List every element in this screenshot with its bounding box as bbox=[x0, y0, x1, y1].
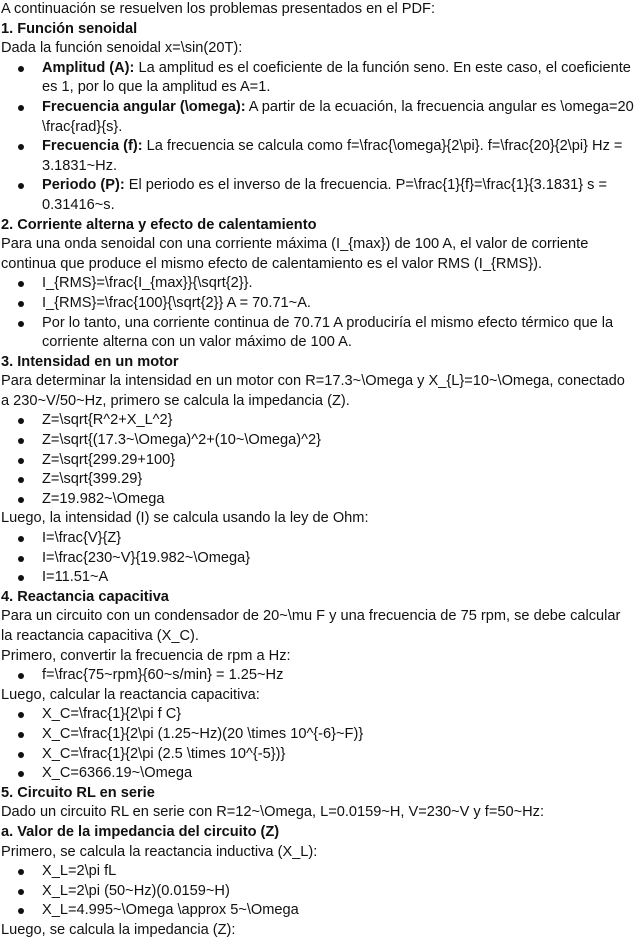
section-3-heading: 3. Intensidad en un motor bbox=[1, 353, 179, 370]
list-item bbox=[42, 137, 635, 176]
item-label: Frecuencia (f): bbox=[42, 138, 143, 155]
section-4-step-2: Luego, calcular la reactancia capacitiva: bbox=[1, 686, 260, 703]
item-label: Periodo (P): bbox=[42, 177, 125, 194]
list-item: Z=\sqrt{299.29+100} bbox=[42, 451, 635, 471]
list-item: Z=\sqrt{R^2+X_L^2} bbox=[42, 411, 635, 431]
section-4-frequency-list bbox=[1, 666, 635, 686]
section-5-step-1: Primero, se calcula la reactancia inductiva (X_L): bbox=[1, 843, 318, 860]
list-item: Z=\sqrt{(17.3~\Omega)^2+(10~\Omega)^2} bbox=[42, 431, 635, 451]
section-2-lead: Para una onda senoidal con una corriente máxima (I_{max}) de 100 A, el valor de corriente continua que produce el mismo efecto de calentamiento es el valor RMS (I_{RMS}). bbox=[1, 236, 589, 272]
intro-text: A continuación se resuelven los problemas presentados en el PDF: bbox=[1, 1, 436, 17]
item-text: La amplitud es el coeficiente de la función seno. En este caso, el coeficiente es 1, por lo que la amplitud es A=1. bbox=[42, 59, 631, 96]
list-item: X_L=4.995~\Omega \approx 5~\Omega bbox=[42, 901, 635, 921]
list-item: X_C=\frac{1}{2\pi (2.5 \times 10^{-5})} bbox=[42, 745, 635, 765]
list-item: X_C=6366.19~\Omega bbox=[42, 764, 635, 784]
item-text: A partir de la ecuación, la frecuencia angular es \omega=20 \frac{rad}{s}. bbox=[42, 98, 634, 135]
section-4-lead: Para un circuito con un condensador de 20~\mu F y una frecuencia de 75 rpm, se debe calcular la reactancia capacitiva (X_C). bbox=[1, 608, 621, 644]
list-item: X_L=2\pi (50~Hz)(0.0159~H) bbox=[42, 882, 635, 902]
list-item: Z=\sqrt{399.29} bbox=[42, 470, 635, 490]
section-1-heading: 1. Función senoidal bbox=[1, 20, 138, 37]
list-item bbox=[42, 59, 635, 98]
list-item bbox=[42, 98, 635, 137]
section-5-subheading: a. Valor de la impedancia del circuito (Z) bbox=[1, 823, 280, 840]
list-item: I_{RMS}=\frac{100}{\sqrt{2}} A = 70.71~A. bbox=[42, 294, 635, 314]
section-3-impedance-list bbox=[1, 411, 635, 509]
list-item bbox=[42, 176, 635, 215]
list-item: X_C=\frac{1}{2\pi (1.25~Hz)(20 \times 10^{-6}~F)} bbox=[42, 725, 635, 745]
section-1-lead: Dada la función senoidal x=\sin(20T): bbox=[1, 40, 243, 57]
section-5-lead: Dado un circuito RL en serie con R=12~\Omega, L=0.0159~H, V=230~V y f=50~Hz: bbox=[1, 804, 545, 821]
section-5-heading: 5. Circuito RL en serie bbox=[1, 784, 155, 801]
section-5-step-2: Luego, se calcula la impedancia (Z): bbox=[1, 921, 236, 938]
list-item: I_{RMS}=\frac{I_{max}}{\sqrt{2}}. bbox=[42, 274, 635, 294]
section-2-list bbox=[1, 274, 635, 352]
list-item: I=\frac{V}{Z} bbox=[42, 529, 635, 549]
section-3-mid-text: Luego, la intensidad (I) se calcula usando la ley de Ohm: bbox=[1, 510, 369, 527]
list-item: f=\frac{75~rpm}{60~s/min} = 1.25~Hz bbox=[42, 666, 635, 686]
section-2-heading: 2. Corriente alterna y efecto de calentamiento bbox=[1, 216, 317, 233]
section-4-step-1: Primero, convertir la frecuencia de rpm a Hz: bbox=[1, 647, 291, 664]
section-5-inductive-list bbox=[1, 862, 635, 921]
section-1-list bbox=[1, 59, 635, 216]
list-item: I=11.51~A bbox=[42, 568, 635, 588]
section-3-current-list bbox=[1, 529, 635, 588]
list-item: X_L=2\pi fL bbox=[42, 862, 635, 882]
item-text: El periodo es el inverso de la frecuencia. P=\frac{1}{f}=\frac{1}{3.1831} s = 0.31416~s. bbox=[42, 177, 608, 213]
list-item: Z=19.982~\Omega bbox=[42, 490, 635, 510]
section-3-lead: Para determinar la intensidad en un motor con R=17.3~\Omega y X_{L}=10~\Omega, conectado a 230~V/50~Hz, primero se calcula la impedancia (Z). bbox=[1, 373, 625, 409]
item-label: Amplitud (A): bbox=[42, 59, 135, 76]
item-label: Frecuencia angular (\omega): bbox=[42, 98, 246, 115]
list-item: X_C=\frac{1}{2\pi f C} bbox=[42, 705, 635, 725]
list-item: Por lo tanto, una corriente continua de 70.71 A produciría el mismo efecto térmico que la corriente alterna con un valor máximo de 100 A. bbox=[42, 314, 635, 353]
section-4-reactance-list bbox=[1, 705, 635, 783]
list-item: I=\frac{230~V}{19.982~\Omega} bbox=[42, 549, 635, 569]
item-text: La frecuencia se calcula como f=\frac{\omega}{2\pi}. f=\frac{20}{2\pi} Hz = 3.1831~Hz. bbox=[42, 138, 623, 174]
section-4-heading: 4. Reactancia capacitiva bbox=[1, 588, 169, 605]
